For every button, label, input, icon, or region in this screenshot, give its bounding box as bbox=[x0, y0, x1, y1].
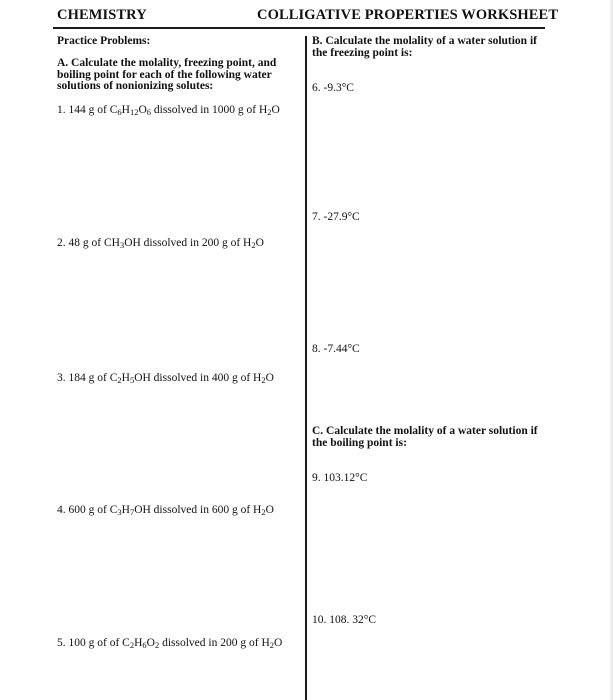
problem-text: O bbox=[274, 637, 283, 649]
problem-text: H bbox=[134, 637, 143, 649]
section-c-line: the boiling point is: bbox=[312, 436, 407, 449]
problem-number: 3. bbox=[57, 372, 66, 384]
subscript: 5 bbox=[129, 375, 135, 385]
subject-title: CHEMISTRY bbox=[57, 7, 147, 23]
problem-value: -9.3°C bbox=[323, 82, 354, 94]
page-edge bbox=[609, 0, 613, 700]
problem-text: H bbox=[121, 104, 130, 116]
problem-5 bbox=[57, 637, 282, 649]
problem-value: -27.9°C bbox=[323, 211, 360, 223]
section-a-line: A. Calculate the molality, freezing point, and bbox=[57, 57, 277, 69]
section-a-line: boiling point for each of the following water bbox=[57, 68, 272, 81]
subscript: 2 bbox=[251, 240, 256, 250]
problem-text: OH dissolved in 400 g of H bbox=[134, 372, 262, 384]
problem-value: 103.12°C bbox=[323, 472, 368, 484]
problem-number: 9. bbox=[312, 472, 321, 484]
problem-number: 8. bbox=[312, 343, 321, 355]
section-b-line: B. Calculate the molality of a water solution if bbox=[312, 35, 537, 47]
problem-6 bbox=[312, 82, 354, 94]
section-a-line: solutions of nonionizing solutes: bbox=[57, 80, 214, 92]
subscript: 3 bbox=[119, 240, 125, 250]
problem-text: H bbox=[121, 504, 130, 516]
problem-text: 600 g of C bbox=[68, 504, 118, 516]
problem-number: 6. bbox=[312, 82, 321, 94]
problem-text: OH dissolved in 600 g of H bbox=[134, 504, 262, 516]
problem-text: 100 g of of C bbox=[68, 637, 130, 649]
header-rule bbox=[53, 27, 545, 29]
problem-7 bbox=[312, 211, 360, 223]
problem-text: O bbox=[255, 237, 264, 249]
problem-text: 144 g of C bbox=[68, 104, 118, 116]
worksheet-title: COLLIGATIVE PROPERTIES WORKSHEET bbox=[257, 7, 559, 23]
subscript: 2 bbox=[117, 375, 122, 385]
problem-2 bbox=[57, 237, 264, 249]
subscript: 6 bbox=[142, 640, 147, 650]
problem-8 bbox=[312, 343, 360, 355]
subscript: 3 bbox=[117, 507, 122, 517]
problem-text: dissolved in 200 g of H bbox=[159, 637, 270, 649]
subscript: 7 bbox=[129, 507, 135, 517]
problem-text: O bbox=[146, 637, 155, 649]
column-divider bbox=[305, 36, 307, 700]
problem-text: O bbox=[265, 372, 274, 384]
problem-9 bbox=[312, 472, 367, 484]
problem-text: dissolved in 1000 g of H bbox=[151, 104, 268, 116]
problem-10 bbox=[312, 614, 376, 626]
subscript: 2 bbox=[154, 640, 160, 650]
section-a-instructions bbox=[57, 58, 276, 93]
subscript: 2 bbox=[269, 640, 274, 650]
problem-value: -7.44°C bbox=[323, 343, 360, 355]
problem-3 bbox=[57, 372, 274, 384]
subscript: 2 bbox=[261, 507, 266, 517]
problem-text: 184 g of C bbox=[68, 372, 118, 384]
subscript: 6 bbox=[146, 107, 151, 117]
problem-text: O bbox=[265, 504, 274, 516]
subscript: 2 bbox=[129, 640, 135, 650]
subscript: 6 bbox=[117, 107, 122, 117]
subscript: 2 bbox=[267, 107, 272, 117]
problem-text: O bbox=[271, 104, 280, 116]
problem-text: 48 g of CH bbox=[68, 237, 120, 249]
problem-text: OH dissolved in 200 g of H bbox=[124, 237, 252, 249]
problem-4 bbox=[57, 504, 274, 516]
subscript: 2 bbox=[261, 375, 266, 385]
problem-number: 5. bbox=[57, 637, 66, 649]
problem-text: H bbox=[121, 372, 130, 384]
problem-number: 2. bbox=[57, 237, 66, 249]
problem-number: 10. bbox=[312, 614, 327, 626]
section-c-instructions bbox=[312, 426, 538, 449]
section-b-instructions bbox=[312, 36, 537, 59]
problem-1 bbox=[57, 104, 280, 116]
subscript: 12 bbox=[129, 107, 139, 117]
problem-number: 4. bbox=[57, 504, 66, 516]
problem-text: O bbox=[138, 104, 147, 116]
practice-heading: Practice Problems: bbox=[57, 35, 151, 47]
problem-value: 108. 32°C bbox=[329, 614, 377, 626]
section-b-line: the freezing point is: bbox=[312, 46, 413, 59]
section-c-line: C. Calculate the molality of a water solution if bbox=[312, 425, 538, 437]
problem-number: 7. bbox=[312, 211, 321, 223]
problem-number: 1. bbox=[57, 104, 66, 116]
